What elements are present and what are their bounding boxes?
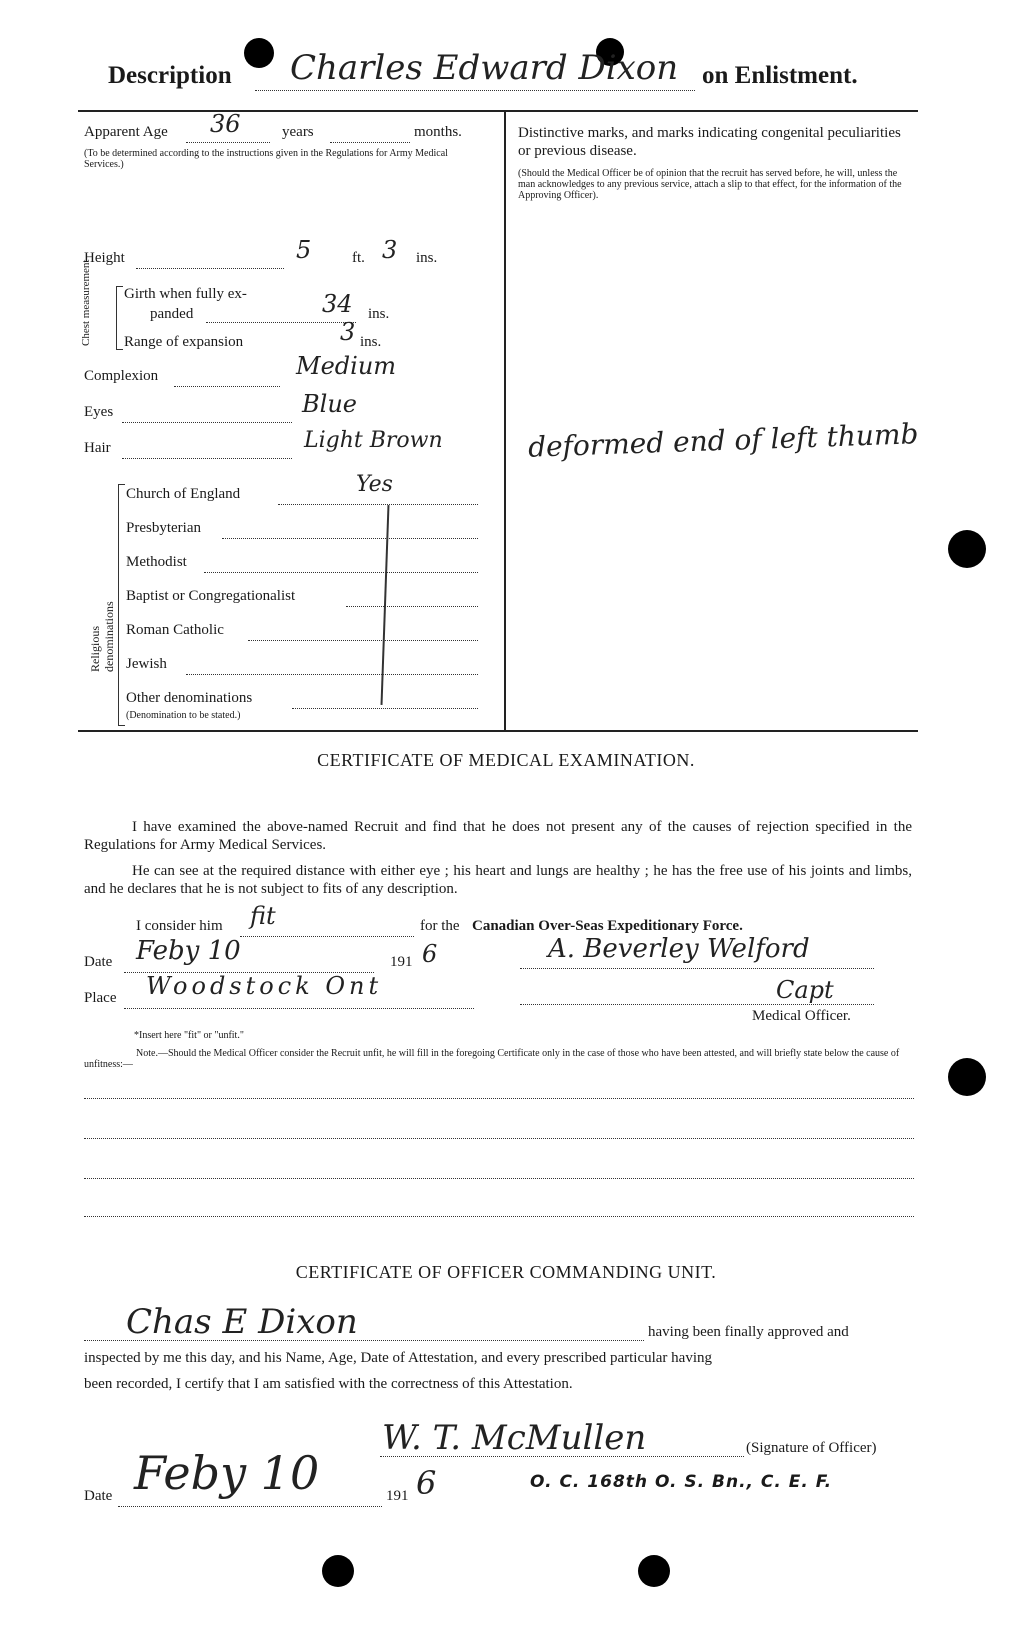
religion-note: (Denomination to be stated.) bbox=[126, 710, 241, 721]
medical-note: Note.—Should the Medical Officer consider the Recruit unfit, he will fill in the foregoing Certificate only in the case of those who have been attested, and will briefly state below the cause of unfitness:— bbox=[84, 1048, 900, 1070]
unfitness-line bbox=[84, 1098, 914, 1099]
complexion-value: Medium bbox=[296, 352, 397, 380]
religion-line bbox=[292, 708, 478, 709]
officer-date-line bbox=[118, 1506, 382, 1507]
age-note: (To be determined according to the instructions given in the Regulations for Army Medical Services.) bbox=[84, 148, 448, 170]
religion-value: Yes bbox=[356, 472, 393, 497]
chest-brace bbox=[116, 286, 123, 350]
hair-line bbox=[122, 458, 292, 459]
medical-para-1: I have examined the above-named Recruit and find that he does not present any of the causes of rejection specified in the Regulations for Army Medical Services. bbox=[84, 819, 912, 853]
hair-label: Hair bbox=[84, 440, 111, 456]
range-unit: ins. bbox=[360, 334, 382, 350]
height-line-1 bbox=[136, 268, 284, 269]
religion-line bbox=[222, 538, 478, 539]
religion-item: Baptist or Congregationalist bbox=[126, 588, 296, 604]
medical-signature: A. Beverley Welford bbox=[548, 934, 810, 964]
section-rule bbox=[78, 730, 918, 732]
column-divider bbox=[504, 112, 506, 730]
consider-line bbox=[240, 936, 414, 937]
medical-officer-label: Medical Officer. bbox=[752, 1008, 851, 1024]
height-ft-label: ft. bbox=[352, 250, 365, 266]
medical-heading: CERTIFICATE OF MEDICAL EXAMINATION. bbox=[317, 750, 695, 770]
girth-unit: ins. bbox=[368, 306, 390, 322]
officer-name-line bbox=[84, 1340, 644, 1341]
religion-item: Jewish bbox=[126, 656, 167, 672]
hair-value: Light Brown bbox=[304, 428, 443, 453]
religion-item: Other denominations bbox=[126, 690, 253, 706]
officer-sig-label: (Signature of Officer) bbox=[746, 1440, 877, 1456]
officer-line-1: having been finally approved and bbox=[648, 1324, 849, 1340]
eyes-label: Eyes bbox=[84, 404, 114, 420]
recruit-name: Charles Edward Dixon bbox=[290, 48, 679, 88]
consider-label: I consider him bbox=[136, 918, 223, 934]
medical-date-value: Feby 10 bbox=[136, 936, 241, 966]
months-line bbox=[330, 142, 410, 143]
religion-item: Methodist bbox=[126, 554, 187, 570]
medical-rank: Capt bbox=[776, 976, 834, 1004]
marks-label: Distinctive marks, and marks indicating congenital peculiarities or previous disease. bbox=[518, 125, 901, 159]
officer-signature: W. T. McMullen bbox=[382, 1418, 647, 1458]
marks-value: deformed end of left thumb bbox=[527, 417, 919, 464]
punch-hole bbox=[948, 530, 986, 568]
force-label: Canadian Over-Seas Expeditionary Force. bbox=[472, 918, 743, 934]
range-value: 3 bbox=[340, 318, 356, 346]
place-value: Woodstock Ont bbox=[146, 972, 383, 1000]
age-label: Apparent Age bbox=[84, 124, 168, 140]
officer-year-value: 6 bbox=[416, 1464, 437, 1502]
years-label: years bbox=[282, 124, 314, 140]
religion-line bbox=[346, 606, 478, 607]
place-line bbox=[124, 1008, 474, 1009]
unfitness-line bbox=[84, 1216, 914, 1217]
girth-label-2: panded bbox=[150, 306, 194, 322]
title-right: on Enlistment. bbox=[702, 62, 858, 89]
officer-date-label: Date bbox=[84, 1488, 113, 1504]
officer-name-value: Chas E Dixon bbox=[126, 1302, 358, 1342]
girth-line bbox=[206, 322, 356, 323]
chest-side-label: Chest measurement bbox=[80, 259, 92, 346]
officer-signature-line bbox=[380, 1456, 744, 1457]
place-label: Place bbox=[84, 990, 117, 1006]
height-in-value: 3 bbox=[382, 236, 398, 264]
header-rule bbox=[78, 110, 918, 112]
punch-hole bbox=[638, 1555, 670, 1587]
height-ft-value: 5 bbox=[296, 236, 312, 264]
religion-line bbox=[248, 640, 478, 641]
punch-hole bbox=[948, 1058, 986, 1096]
religion-brace bbox=[118, 484, 125, 726]
officer-date-value: Feby 10 bbox=[134, 1446, 320, 1500]
medical-year-value: 6 bbox=[422, 940, 438, 968]
religion-line bbox=[204, 572, 478, 573]
name-line bbox=[255, 90, 695, 91]
eyes-line bbox=[122, 422, 292, 423]
religion-line bbox=[278, 504, 478, 505]
religion-item: Presbyterian bbox=[126, 520, 201, 536]
punch-hole bbox=[322, 1555, 354, 1587]
eyes-value: Blue bbox=[302, 390, 357, 418]
officer-line-2: inspected by me this day, and his Name, Age, Date of Attestation, and every prescribed particular having bbox=[84, 1350, 713, 1366]
officer-line-3: been recorded, I certify that I am satisfied with the correctness of this Attestation. bbox=[84, 1376, 573, 1392]
unfitness-line bbox=[84, 1138, 914, 1139]
height-in-label: ins. bbox=[416, 250, 438, 266]
unfitness-line bbox=[84, 1178, 914, 1179]
complexion-label: Complexion bbox=[84, 368, 159, 384]
officer-heading: CERTIFICATE OF OFFICER COMMANDING UNIT. bbox=[295, 1262, 717, 1282]
medical-signature-line bbox=[520, 968, 874, 969]
medical-year-label: 191 bbox=[390, 954, 413, 970]
religion-item: Church of England bbox=[126, 486, 241, 502]
medical-rank-line bbox=[520, 1004, 874, 1005]
age-value: 36 bbox=[210, 110, 241, 138]
punch-hole bbox=[244, 38, 274, 68]
months-label: months. bbox=[414, 124, 462, 140]
officer-year-label: 191 bbox=[386, 1488, 409, 1504]
title-left: Description bbox=[108, 62, 232, 89]
officer-stamp: O. C. 168th O. S. Bn., C. E. F. bbox=[530, 1472, 833, 1492]
insert-note: *Insert here "fit" or "unfit." bbox=[134, 1030, 244, 1041]
marks-note: (Should the Medical Officer be of opinion that the recruit has served before, he will, unless the man acknowledges to any previous service, attach a slip to that effect, for the information of the Approving Officer). bbox=[518, 168, 902, 201]
girth-label-1: Girth when fully ex- bbox=[124, 286, 247, 302]
religion-side-label: Religious denominations bbox=[88, 601, 116, 672]
complexion-line bbox=[174, 386, 280, 387]
religion-item: Roman Catholic bbox=[126, 622, 224, 638]
consider-value: fit bbox=[250, 902, 276, 930]
height-label: Height bbox=[84, 250, 125, 266]
force-pre: for the bbox=[420, 918, 460, 934]
girth-value: 34 bbox=[322, 290, 353, 318]
religion-line bbox=[186, 674, 478, 675]
range-label: Range of expansion bbox=[124, 334, 244, 350]
form-title bbox=[108, 62, 232, 90]
medical-para-2: He can see at the required distance with either eye ; his heart and lungs are healthy ; he has the free use of his joints and limbs, and he declares that he is not subject to fits of any description. bbox=[84, 863, 912, 897]
medical-date-label: Date bbox=[84, 954, 113, 970]
age-line bbox=[186, 142, 270, 143]
